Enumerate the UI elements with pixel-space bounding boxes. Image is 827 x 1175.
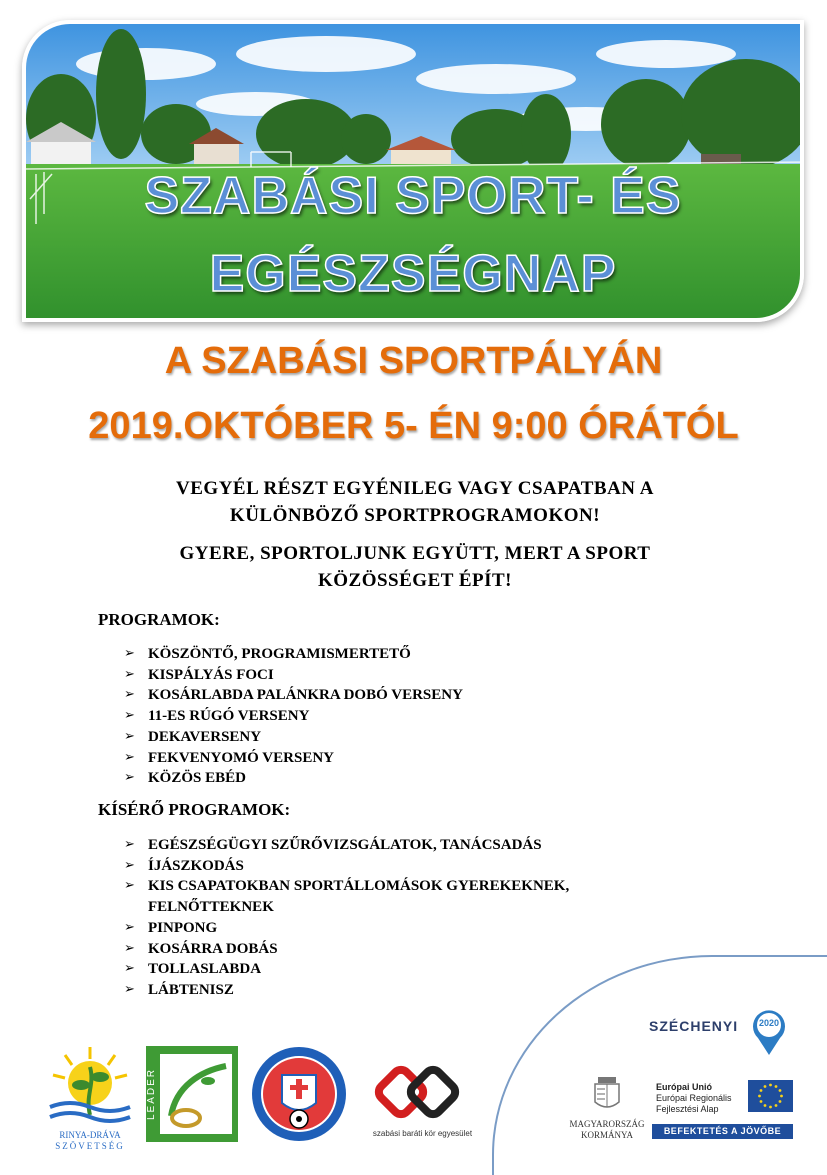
arrow-bullet-icon: ➢	[124, 770, 135, 786]
list-item: ➢ 11-ES RÚGÓ VERSENY	[124, 706, 644, 727]
hero-banner	[22, 20, 804, 322]
eu-line2: Európai Regionális	[656, 1093, 732, 1103]
eu-stars-icon	[748, 1080, 793, 1112]
barati-kor-label: szabási baráti kör egyesület	[372, 1129, 473, 1138]
linked-rings-icon	[365, 1062, 480, 1122]
rinya-drava-line1: RINYA-DRÁVA	[59, 1130, 121, 1140]
arrow-bullet-icon: ➢	[124, 687, 135, 703]
leader-label: LEADER	[146, 1068, 157, 1121]
list-item: ➢ EGÉSZSÉGÜGYI SZŰRŐVIZSGÁLATOK, TANÁCSADÁS	[124, 835, 644, 856]
rinya-drava-line2: SZÖVETSÉG	[55, 1141, 125, 1151]
list-item: ➢ KÖSZÖNTŐ, PROGRAMISMERTETŐ	[124, 644, 644, 665]
eu-line1: Európai Unió	[656, 1082, 712, 1092]
kormany-line1: MAGYARORSZÁG	[569, 1119, 645, 1129]
list-item: ➢ ÍJÁSZKODÁS	[124, 856, 644, 877]
list-item: ➢ KÖZÖS EBÉD	[124, 768, 644, 789]
arrow-bullet-icon: ➢	[124, 666, 135, 682]
event-title-line2: EGÉSZSÉGNAP	[209, 245, 617, 303]
szechenyi-pin	[752, 1008, 786, 1056]
lead-p1-line2: KÜLÖNBÖZŐ SPORTPROGRAMOKON!	[229, 505, 601, 526]
list-item: FELNŐTTEKNEK	[148, 899, 274, 916]
arrow-bullet-icon: ➢	[124, 646, 135, 661]
kormany-line2: KORMÁNYA	[580, 1130, 633, 1140]
side-programs-heading: KÍSÉRŐ PROGRAMOK:	[98, 800, 291, 819]
venue-heading: A SZABÁSI SPORTPÁLYÁN	[164, 340, 663, 382]
event-title-line1: SZABÁSI SPORT- ÉS	[144, 167, 682, 225]
magyarorszag-kormanya-logo	[568, 1074, 646, 1144]
leader-logo	[146, 1046, 238, 1142]
arrow-bullet-icon: ➢	[124, 940, 135, 956]
sun-plant-icon	[45, 1045, 135, 1125]
szabas-sport-club-emblem	[250, 1045, 348, 1143]
lead-paragraph-1	[60, 475, 770, 529]
szechenyi-label: SZÉCHENYI	[649, 1018, 739, 1034]
barati-kor-logo	[365, 1062, 480, 1142]
lead-paragraph-2	[60, 540, 770, 594]
list-item: ➢ KOSÁRRA DOBÁS	[124, 939, 644, 960]
list-item: ➢ FEKVENYOMÓ VERSENY	[124, 748, 644, 769]
eu-fund-text	[656, 1082, 746, 1115]
befektetes-banner: BEFEKTETÉS A JÖVŐBE	[652, 1124, 793, 1139]
list-item: ➢ PINPONG	[124, 918, 644, 939]
list-item: ➢ TOLLASLABDA	[124, 959, 644, 980]
side-programs-list	[124, 835, 644, 1001]
arrow-bullet-icon: ➢	[124, 728, 135, 744]
list-item: ➢ KISPÁLYÁS FOCI	[124, 665, 644, 686]
map-pin-icon	[752, 1008, 786, 1056]
list-item: ➢ KIS CSAPATOKBAN SPORTÁLLOMÁSOK GYEREKEKNEK,	[124, 876, 644, 897]
coat-of-arms-icon	[568, 1074, 646, 1114]
lead-p1-line1: VEGYÉL RÉSZT EGYÉNILEG VAGY CSAPATBAN A	[176, 478, 654, 499]
club-crest-icon	[250, 1045, 348, 1143]
list-item: ➢ KOSÁRLABDA PALÁNKRA DOBÓ VERSENY	[124, 685, 644, 706]
lead-p2-line1: GYERE, SPORTOLJUNK EGYÜTT, MERT A SPORT	[179, 543, 651, 564]
rinya-drava-logo	[45, 1045, 135, 1155]
szechenyi-year: 2020	[758, 1018, 780, 1028]
arrow-bullet-icon: ➢	[124, 919, 135, 935]
eu-line3: Fejlesztési Alap	[656, 1104, 719, 1114]
arrow-bullet-icon: ➢	[124, 981, 135, 997]
list-item: ➢ DEKAVERSENY	[124, 727, 644, 748]
list-item: ➢ LÁBTENISZ	[124, 980, 644, 1001]
eu-flag-icon	[748, 1080, 793, 1112]
arrow-bullet-icon: ➢	[124, 878, 135, 894]
arrow-bullet-icon: ➢	[124, 749, 135, 765]
arrow-bullet-icon: ➢	[124, 857, 135, 873]
lead-p2-line2: KÖZÖSSÉGET ÉPÍT!	[317, 570, 513, 591]
arrow-bullet-icon: ➢	[124, 708, 135, 724]
programs-list	[124, 644, 644, 789]
arrow-bullet-icon: ➢	[124, 837, 135, 852]
arrow-bullet-icon: ➢	[124, 961, 135, 977]
date-heading: 2019.OKTÓBER 5- ÉN 9:00 ÓRÁTÓL	[88, 405, 739, 447]
programs-heading: PROGRAMOK:	[98, 610, 220, 629]
